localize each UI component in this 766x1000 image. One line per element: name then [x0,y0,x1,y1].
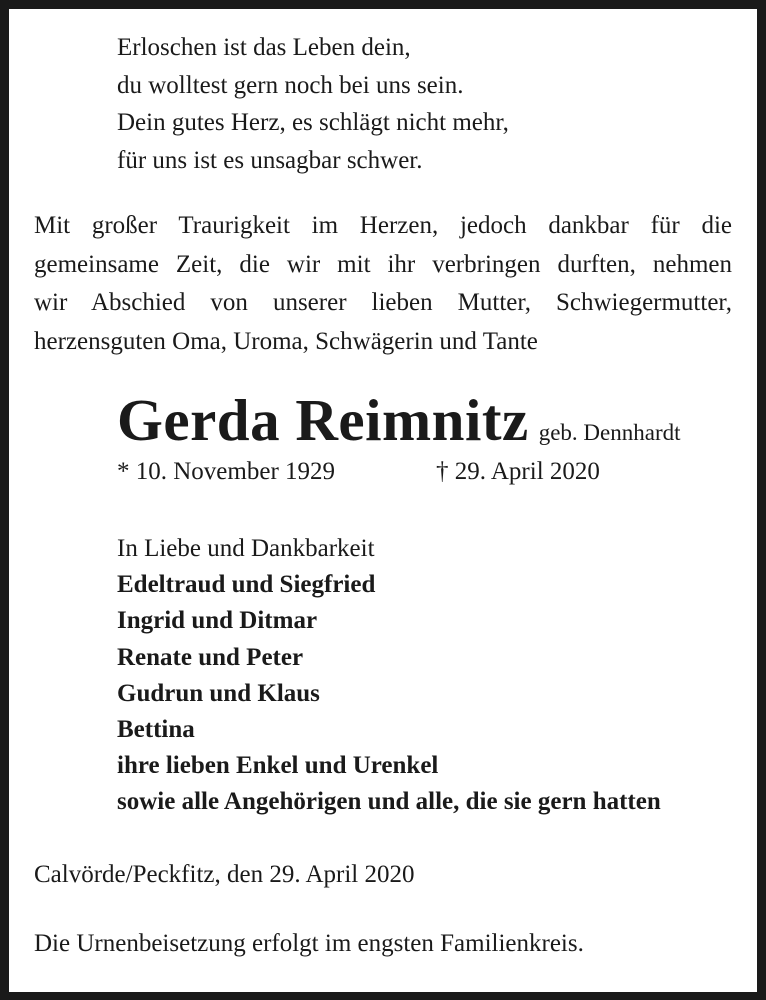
deceased-name-row [117,386,681,455]
intro-line: Mit großer Traurigkeit im Herzen, jedoch dankbar für die [34,212,732,239]
mourner-name: Edeltraud und Siegfried [117,571,376,599]
poem-line: du wolltest gern noch bei uns sein. [117,71,464,99]
mourners-list [117,531,661,821]
birth-date: * 10. November 1929 [117,458,336,485]
intro-paragraph [34,207,732,361]
intro-line: wir Abschied von unserer lieben Mutter, Schwiegermutter, [34,289,732,316]
mourner-name: sowie alle Angehörigen und alle, die sie gern hatten [117,788,661,816]
intro-line: gemeinsame Zeit, die wir mit ihr verbringen durften, nehmen [34,250,732,278]
mourner-name: Gudrun und Klaus [117,679,320,707]
burial-note: Die Urnenbeisetzung erfolgt im engsten Familienkreis. [34,930,584,957]
poem-line: für uns ist es unsagbar schwer. [117,146,423,174]
poem [117,29,509,179]
place-and-date: Calvörde/Peckfitz, den 29. April 2020 [34,861,415,888]
mourners-intro: In Liebe und Dankbarkeit [117,535,375,562]
mourner-name: Bettina [117,716,195,744]
poem-line: Erloschen ist das Leben dein, [117,34,411,61]
mourner-name: Renate und Peter [117,643,304,671]
death-date: † 29. April 2020 [436,458,600,485]
intro-line: herzensguten Oma, Uroma, Schwägerin und Tante [34,327,538,355]
mourner-name: ihre lieben Enkel und Urenkel [117,752,439,780]
deceased-name: Gerda Reimnitz [117,387,529,453]
poem-line: Dein gutes Herz, es schlägt nicht mehr, [117,109,509,136]
mourner-name: Ingrid und Ditmar [117,607,318,635]
maiden-name: geb. Dennhardt [538,420,681,445]
